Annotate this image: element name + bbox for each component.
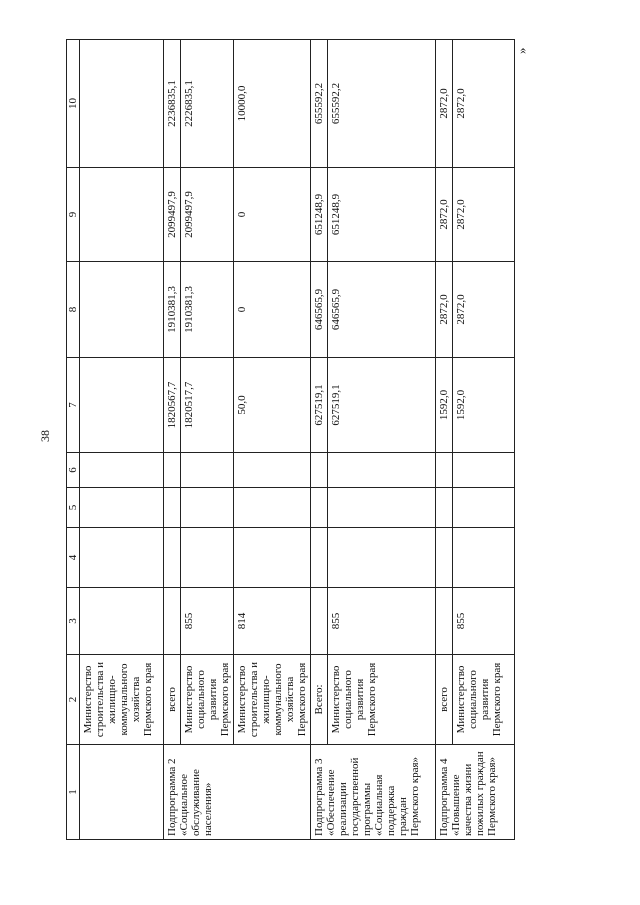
value-cell-10: 10000,0 bbox=[234, 40, 311, 168]
empty-cell bbox=[436, 488, 453, 528]
responsible-cell: Всего: bbox=[311, 655, 328, 745]
value-cell-10: 2872,0 bbox=[436, 40, 453, 168]
value-cell-9: 2872,0 bbox=[436, 168, 453, 262]
header-cell-5: 5 bbox=[67, 488, 80, 528]
empty-cell bbox=[80, 528, 164, 588]
value-cell-8: 0 bbox=[234, 262, 311, 358]
empty-cell bbox=[453, 453, 515, 488]
empty-cell bbox=[328, 488, 436, 528]
value-cell-8: 646565,9 bbox=[311, 262, 328, 358]
responsible-cell: Министерство социального развития Пермского края bbox=[181, 655, 234, 745]
rotated-table-container bbox=[66, 40, 530, 840]
code-cell bbox=[164, 588, 181, 655]
header-cell-3: 3 bbox=[67, 588, 80, 655]
table-row bbox=[234, 40, 311, 840]
table-row bbox=[328, 40, 436, 840]
table-row bbox=[436, 40, 453, 840]
value-cell-7: 1820567,7 bbox=[164, 358, 181, 453]
header-cell-7: 7 bbox=[67, 358, 80, 453]
value-cell-10: 655592,2 bbox=[328, 40, 436, 168]
code-cell: 855 bbox=[181, 588, 234, 655]
value-cell-8: 646565,9 bbox=[328, 262, 436, 358]
value-cell-7 bbox=[80, 358, 164, 453]
empty-cell bbox=[80, 488, 164, 528]
header-cell-2: 2 bbox=[67, 655, 80, 745]
value-cell-10: 655592,2 bbox=[311, 40, 328, 168]
value-cell-10: 2872,0 bbox=[453, 40, 515, 168]
value-cell-9: 0 bbox=[234, 168, 311, 262]
value-cell-7: 1820517,7 bbox=[181, 358, 234, 453]
table-row bbox=[80, 40, 164, 840]
header-cell-1: 1 bbox=[67, 745, 80, 840]
empty-cell bbox=[234, 488, 311, 528]
empty-cell bbox=[436, 528, 453, 588]
value-cell-10 bbox=[80, 40, 164, 168]
empty-cell bbox=[164, 528, 181, 588]
value-cell-9: 2872,0 bbox=[453, 168, 515, 262]
responsible-cell: Министерство строительства и жилищно-коммунального хозяйства Пермского края bbox=[80, 655, 164, 745]
empty-cell bbox=[311, 528, 328, 588]
page-number: 38 bbox=[38, 430, 52, 442]
header-cell-6: 6 bbox=[67, 453, 80, 488]
empty-cell bbox=[436, 453, 453, 488]
value-cell-7: 627519,1 bbox=[311, 358, 328, 453]
value-cell-8: 1910381,3 bbox=[181, 262, 234, 358]
empty-cell bbox=[311, 453, 328, 488]
responsible-cell: Министерство социального развития Пермского края bbox=[328, 655, 436, 745]
responsible-cell: Министерство социального развития Пермского края bbox=[453, 655, 515, 745]
budget-table bbox=[66, 39, 515, 840]
value-cell-10: 2236835,1 bbox=[164, 40, 181, 168]
value-cell-7: 1592,0 bbox=[453, 358, 515, 453]
header-cell-9: 9 bbox=[67, 168, 80, 262]
table-row bbox=[453, 40, 515, 840]
program-cell: Подпрограмма 3 «Обеспечение реализации государственной программы «Социальная поддержка граждан Пермского края» bbox=[311, 745, 436, 840]
header-cell-4: 4 bbox=[67, 528, 80, 588]
value-cell-9: 651248,9 bbox=[311, 168, 328, 262]
table-row bbox=[181, 40, 234, 840]
program-cell: Подпрограмма 4 «Повышение качества жизни пожилых граждан Пермского края» bbox=[436, 745, 515, 840]
value-cell-10: 2226835,1 bbox=[181, 40, 234, 168]
header-row bbox=[67, 40, 80, 840]
value-cell-7: 627519,1 bbox=[328, 358, 436, 453]
closing-quote-mark: » bbox=[514, 47, 529, 54]
empty-cell bbox=[164, 488, 181, 528]
code-cell bbox=[436, 588, 453, 655]
value-cell-8 bbox=[80, 262, 164, 358]
code-cell bbox=[80, 588, 164, 655]
empty-cell bbox=[234, 528, 311, 588]
value-cell-8: 2872,0 bbox=[453, 262, 515, 358]
header-cell-8: 8 bbox=[67, 262, 80, 358]
empty-cell bbox=[328, 453, 436, 488]
responsible-cell: всего bbox=[436, 655, 453, 745]
empty-cell bbox=[181, 528, 234, 588]
empty-cell bbox=[453, 528, 515, 588]
value-cell-7: 1592,0 bbox=[436, 358, 453, 453]
value-cell-7: 50,0 bbox=[234, 358, 311, 453]
empty-cell bbox=[311, 488, 328, 528]
empty-cell bbox=[164, 453, 181, 488]
value-cell-9: 2099497,9 bbox=[181, 168, 234, 262]
empty-cell bbox=[181, 488, 234, 528]
empty-cell bbox=[328, 528, 436, 588]
program-cell bbox=[80, 745, 164, 840]
code-cell: 855 bbox=[453, 588, 515, 655]
table-row bbox=[164, 40, 181, 840]
code-cell: 814 bbox=[234, 588, 311, 655]
empty-cell bbox=[80, 453, 164, 488]
header-cell-10: 10 bbox=[67, 40, 80, 168]
empty-cell bbox=[234, 453, 311, 488]
value-cell-8: 1910381,3 bbox=[164, 262, 181, 358]
value-cell-9 bbox=[80, 168, 164, 262]
value-cell-8: 2872,0 bbox=[436, 262, 453, 358]
empty-cell bbox=[181, 453, 234, 488]
table-row bbox=[311, 40, 328, 840]
responsible-cell: Министерство строительства и жилищно-коммунального хозяйства Пермского края bbox=[234, 655, 311, 745]
program-cell: Подпрограмма 2 «Социальное обслуживание населения» bbox=[164, 745, 311, 840]
value-cell-9: 2099497,9 bbox=[164, 168, 181, 262]
empty-cell bbox=[453, 488, 515, 528]
value-cell-9: 651248,9 bbox=[328, 168, 436, 262]
code-cell bbox=[311, 588, 328, 655]
code-cell: 855 bbox=[328, 588, 436, 655]
responsible-cell: всего bbox=[164, 655, 181, 745]
